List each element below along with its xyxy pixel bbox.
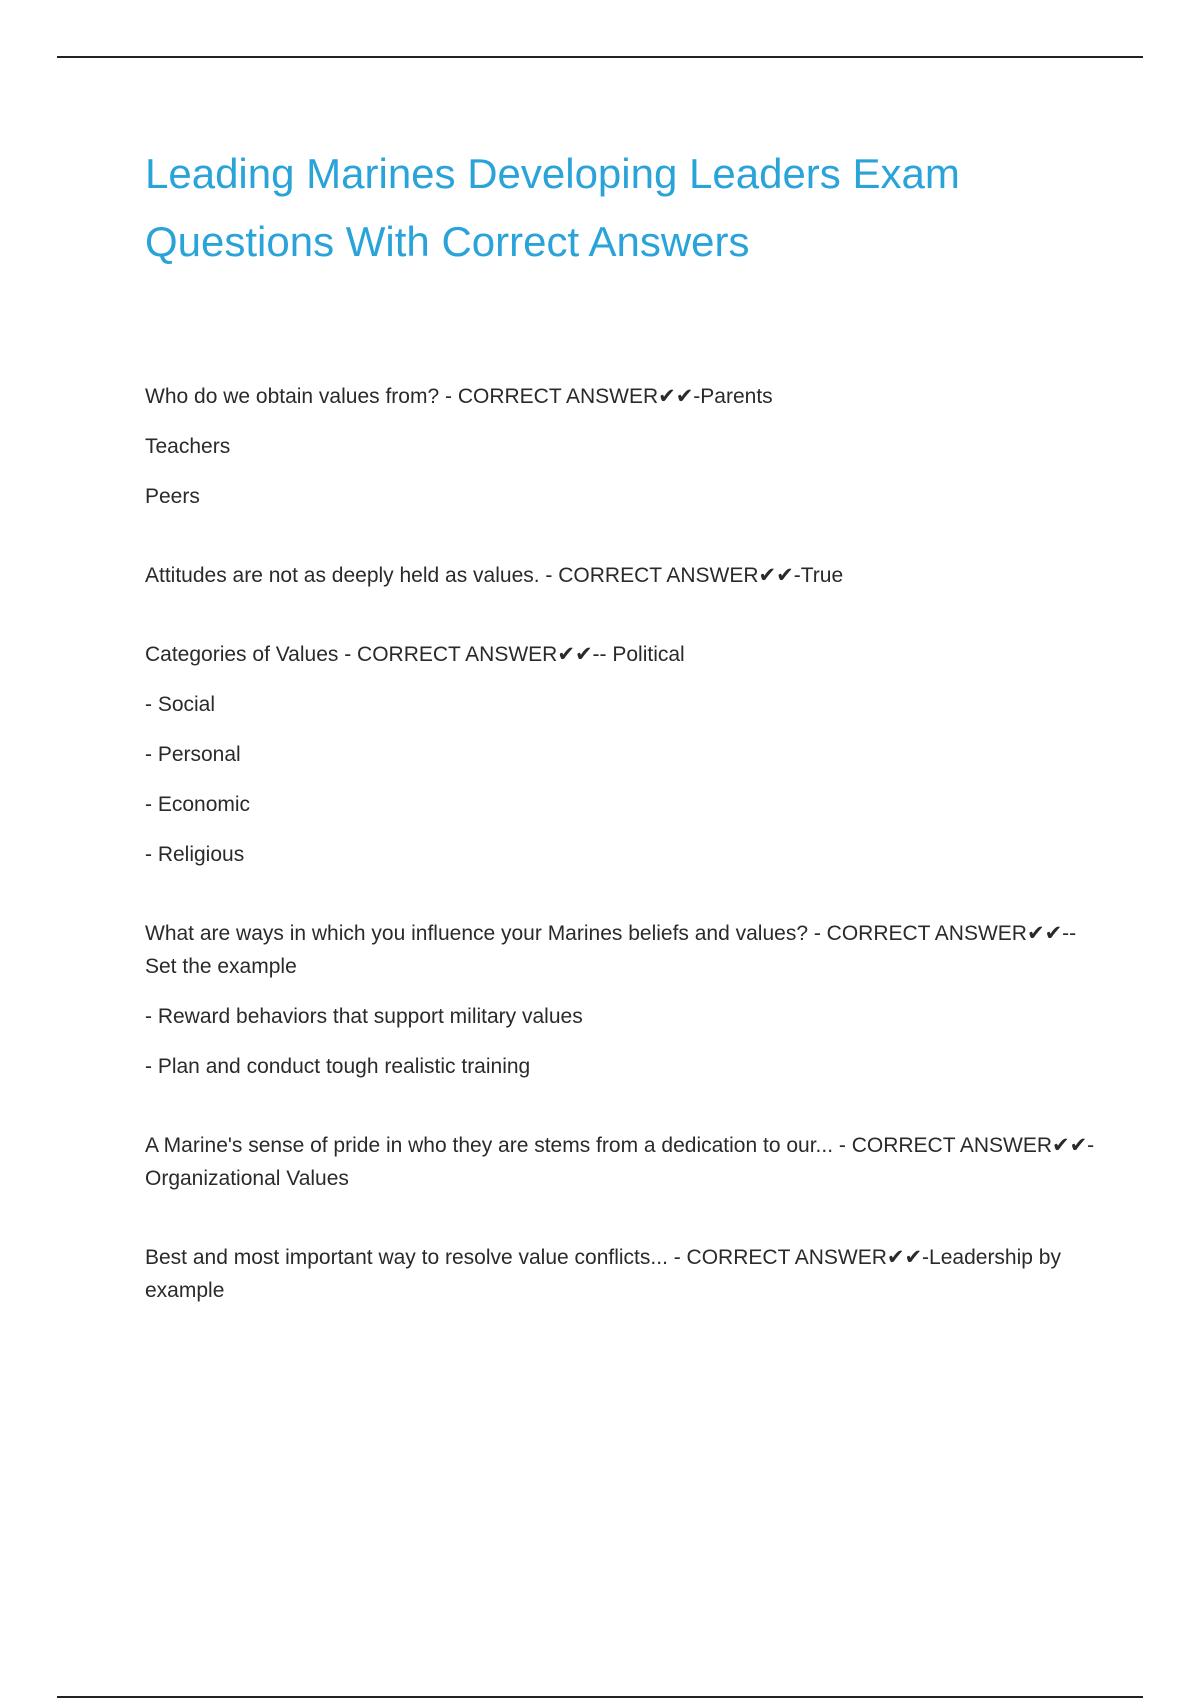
answer-line: - Personal — [145, 743, 241, 766]
question-line: Best and most important way to resolve value conflicts... - CORRECT ANSWER✔✔-Leadership by example — [145, 1246, 1061, 1302]
document-title: Leading Marines Developing Leaders Exam Questions With Correct Answers — [145, 150, 960, 265]
footer-rule — [57, 1696, 1143, 1698]
qa-item — [145, 917, 1095, 1083]
answer-line: - Economic — [145, 793, 251, 816]
answer-line: Peers — [145, 485, 200, 508]
question-line: Attitudes are not as deeply held as values. - CORRECT ANSWER✔✔-True — [145, 564, 844, 587]
answer-line: - Plan and conduct tough realistic training — [145, 1055, 531, 1078]
answer-line: - Reward behaviors that support military values — [145, 1005, 583, 1028]
qa-item — [145, 1129, 1095, 1195]
question-line: Who do we obtain values from? - CORRECT ANSWER✔✔-Parents — [145, 385, 773, 408]
question-line: What are ways in which you influence your Marines beliefs and values? - CORRECT ANSWER✔✔-- Set the example — [145, 922, 1077, 978]
qa-item — [145, 380, 1095, 513]
document-body — [145, 380, 1095, 1353]
answer-line: Teachers — [145, 435, 231, 458]
answer-line: - Religious — [145, 843, 245, 866]
qa-item — [145, 1241, 1095, 1307]
answer-line: - Social — [145, 693, 216, 716]
question-line: A Marine's sense of pride in who they are stems from a dedication to our... - CORRECT ANSWER✔✔-Organizational Values — [145, 1134, 1095, 1190]
qa-item — [145, 638, 1095, 871]
header-rule — [57, 56, 1143, 58]
qa-item — [145, 559, 1095, 592]
question-line: Categories of Values - CORRECT ANSWER✔✔-- Political — [145, 643, 685, 666]
